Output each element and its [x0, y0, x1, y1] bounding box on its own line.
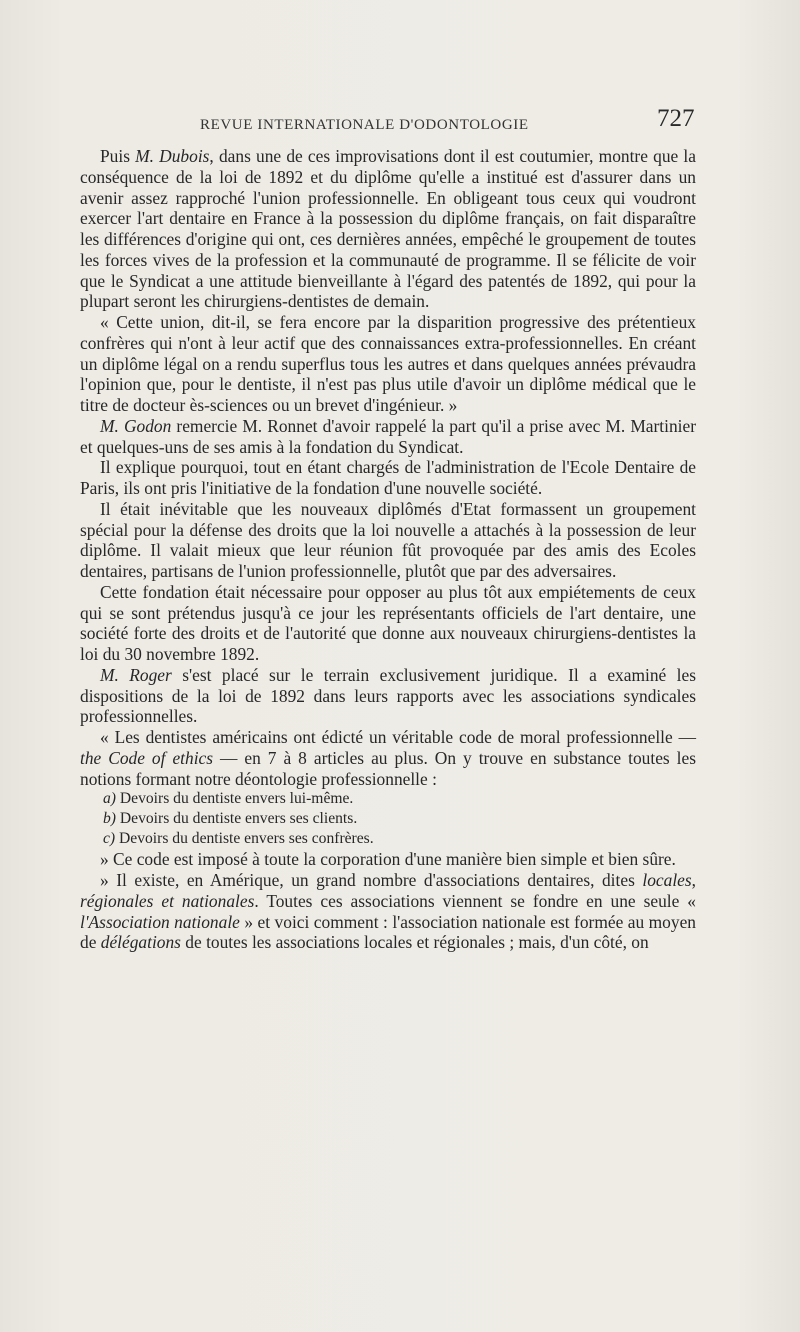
text-run: » Il existe, en Amérique, un grand nombre d'associations dentaires, dites: [100, 870, 643, 890]
text-run: Il explique pourquoi, tout en étant chargés de l'administration de l'Ecole Dentaire de Paris, ils ont pris l'initiative de la fondation d'une nouvelle société.: [80, 457, 696, 498]
text-run: Cette fondation était nécessaire pour opposer au plus tôt aux empiétements de ceux qui se sont prétendus jusqu'à ce jour les représentants officiels de l'art dentaire, une société forte des droits et de l'autorité que donne aux nouveaux chirurgiens-dentistes la loi du 30 novembre 1892.: [80, 581, 696, 664]
italic-text: délégations: [100, 932, 181, 953]
text-run: remercie M. Ronnet d'avoir rappelé la part qu'il a prise avec M. Martinier et quelques-uns de ses amis à la fondation du Syndicat.: [80, 415, 696, 457]
paragraph: [80, 727, 696, 789]
paragraph: [80, 499, 696, 582]
text-run: » et voici comment : l'association nationale est formée au moyen de: [80, 911, 696, 953]
text-run: . Toutes ces associations viennent se fondre en une seule «: [254, 890, 696, 911]
list-item-text: Devoirs du dentiste envers ses clients.: [116, 810, 358, 828]
paragraph: [80, 416, 696, 458]
list-item-text: Devoirs du dentiste envers ses confrères.: [115, 830, 374, 848]
list-item-text: Devoirs du dentiste envers lui-même.: [116, 790, 354, 808]
text-run: « Les dentistes américains ont édicté un véritable code de moral professionnelle —: [100, 727, 696, 747]
italic-text: M. Godon: [100, 415, 172, 436]
text-run: Il était inévitable que les nouveaux diplômés d'Etat formassent un groupement spécial pour la défense des droits que la loi nouvelle a attachés à la possession de leur diplôme. Il valait mieux que leur réunion fût provoquée par des amis des Ecoles dentaires, partisans de l'union professionnelle, plutôt que par des adversaires.: [80, 498, 696, 581]
italic-text: locales: [642, 870, 692, 890]
italic-text: l'Association nationale: [80, 911, 240, 932]
list-marker: b): [103, 810, 116, 828]
text-run: « Cette union, dit-il, se fera encore par la disparition progressive des prétentieux confrères qui n'ont à leur actif que des connaissances extra-professionnelles. En créant un diplôme légal on a rendu superflus tous les autres et dans quelques années prévaudra l'opinion que, pour le dentiste, il n'est pas plus utile d'avoir un diplôme médical que le titre de docteur ès-sciences ou un brevet d'ingénieur. »: [80, 312, 696, 415]
page-number: 727: [657, 105, 695, 132]
text-run: , dans une de ces improvisations dont il est coutumier, montre que la conséquence de la loi de 1892 et du diplôme qu'elle a institué est d'assurer dans un avenir assez rapproché l'union professionnelle. En obligeant tous ceux qui voudront exercer l'art dentaire en France à la possession du diplôme français, on fait disparaître les différences d'origine qui ont, ces dernières années, empêché le groupement de toutes les forces vives de la profession et la communauté de programme. Il se félicite de voir que le Syndicat a une attitude bienveillante à l'égard des patentés de 1892, qui pour la plupart seront les chirurgiens-dentistes de demain.: [80, 146, 696, 312]
text-run: ,: [691, 870, 696, 890]
paragraph: [80, 665, 696, 727]
paragraph: [80, 870, 696, 953]
paragraph: [80, 312, 696, 416]
running-head: REVUE INTERNATIONALE D'ODONTOLOGIE: [200, 117, 529, 133]
duties-list: [103, 789, 696, 849]
text-run: » Ce code est imposé à toute la corporation d'une manière bien simple et bien sûre.: [100, 849, 676, 870]
italic-text: régionales et nationales: [80, 890, 255, 911]
list-marker: c): [103, 830, 116, 848]
paragraph: [80, 582, 696, 665]
paragraphs-after-list: [80, 849, 696, 953]
paragraph: [80, 457, 696, 499]
list-item: [103, 829, 696, 849]
paragraphs-before-list: [80, 146, 696, 789]
body-text: [80, 146, 696, 953]
list-item: [103, 809, 696, 829]
text-run: Puis: [100, 146, 136, 166]
italic-text: M. Roger: [100, 664, 172, 685]
italic-text: M. Dubois: [135, 146, 210, 166]
paragraph: [80, 146, 696, 312]
paragraph: [80, 849, 696, 870]
text-run: de toutes les associations locales et régionales ; mais, d'un côté, on: [180, 932, 649, 953]
text-run: — en 7 à 8 articles au plus. On y trouve en substance toutes les notions formant notre déontologie professionnelle :: [80, 747, 696, 789]
italic-text: the Code of ethics: [80, 747, 214, 768]
text-run: s'est placé sur le terrain exclusivement juridique. Il a examiné les dispositions de la loi de 1892 dans leurs rapports avec les associations syndicales professionnelles.: [80, 664, 696, 727]
list-marker: a): [103, 790, 116, 808]
list-item: [103, 789, 696, 809]
